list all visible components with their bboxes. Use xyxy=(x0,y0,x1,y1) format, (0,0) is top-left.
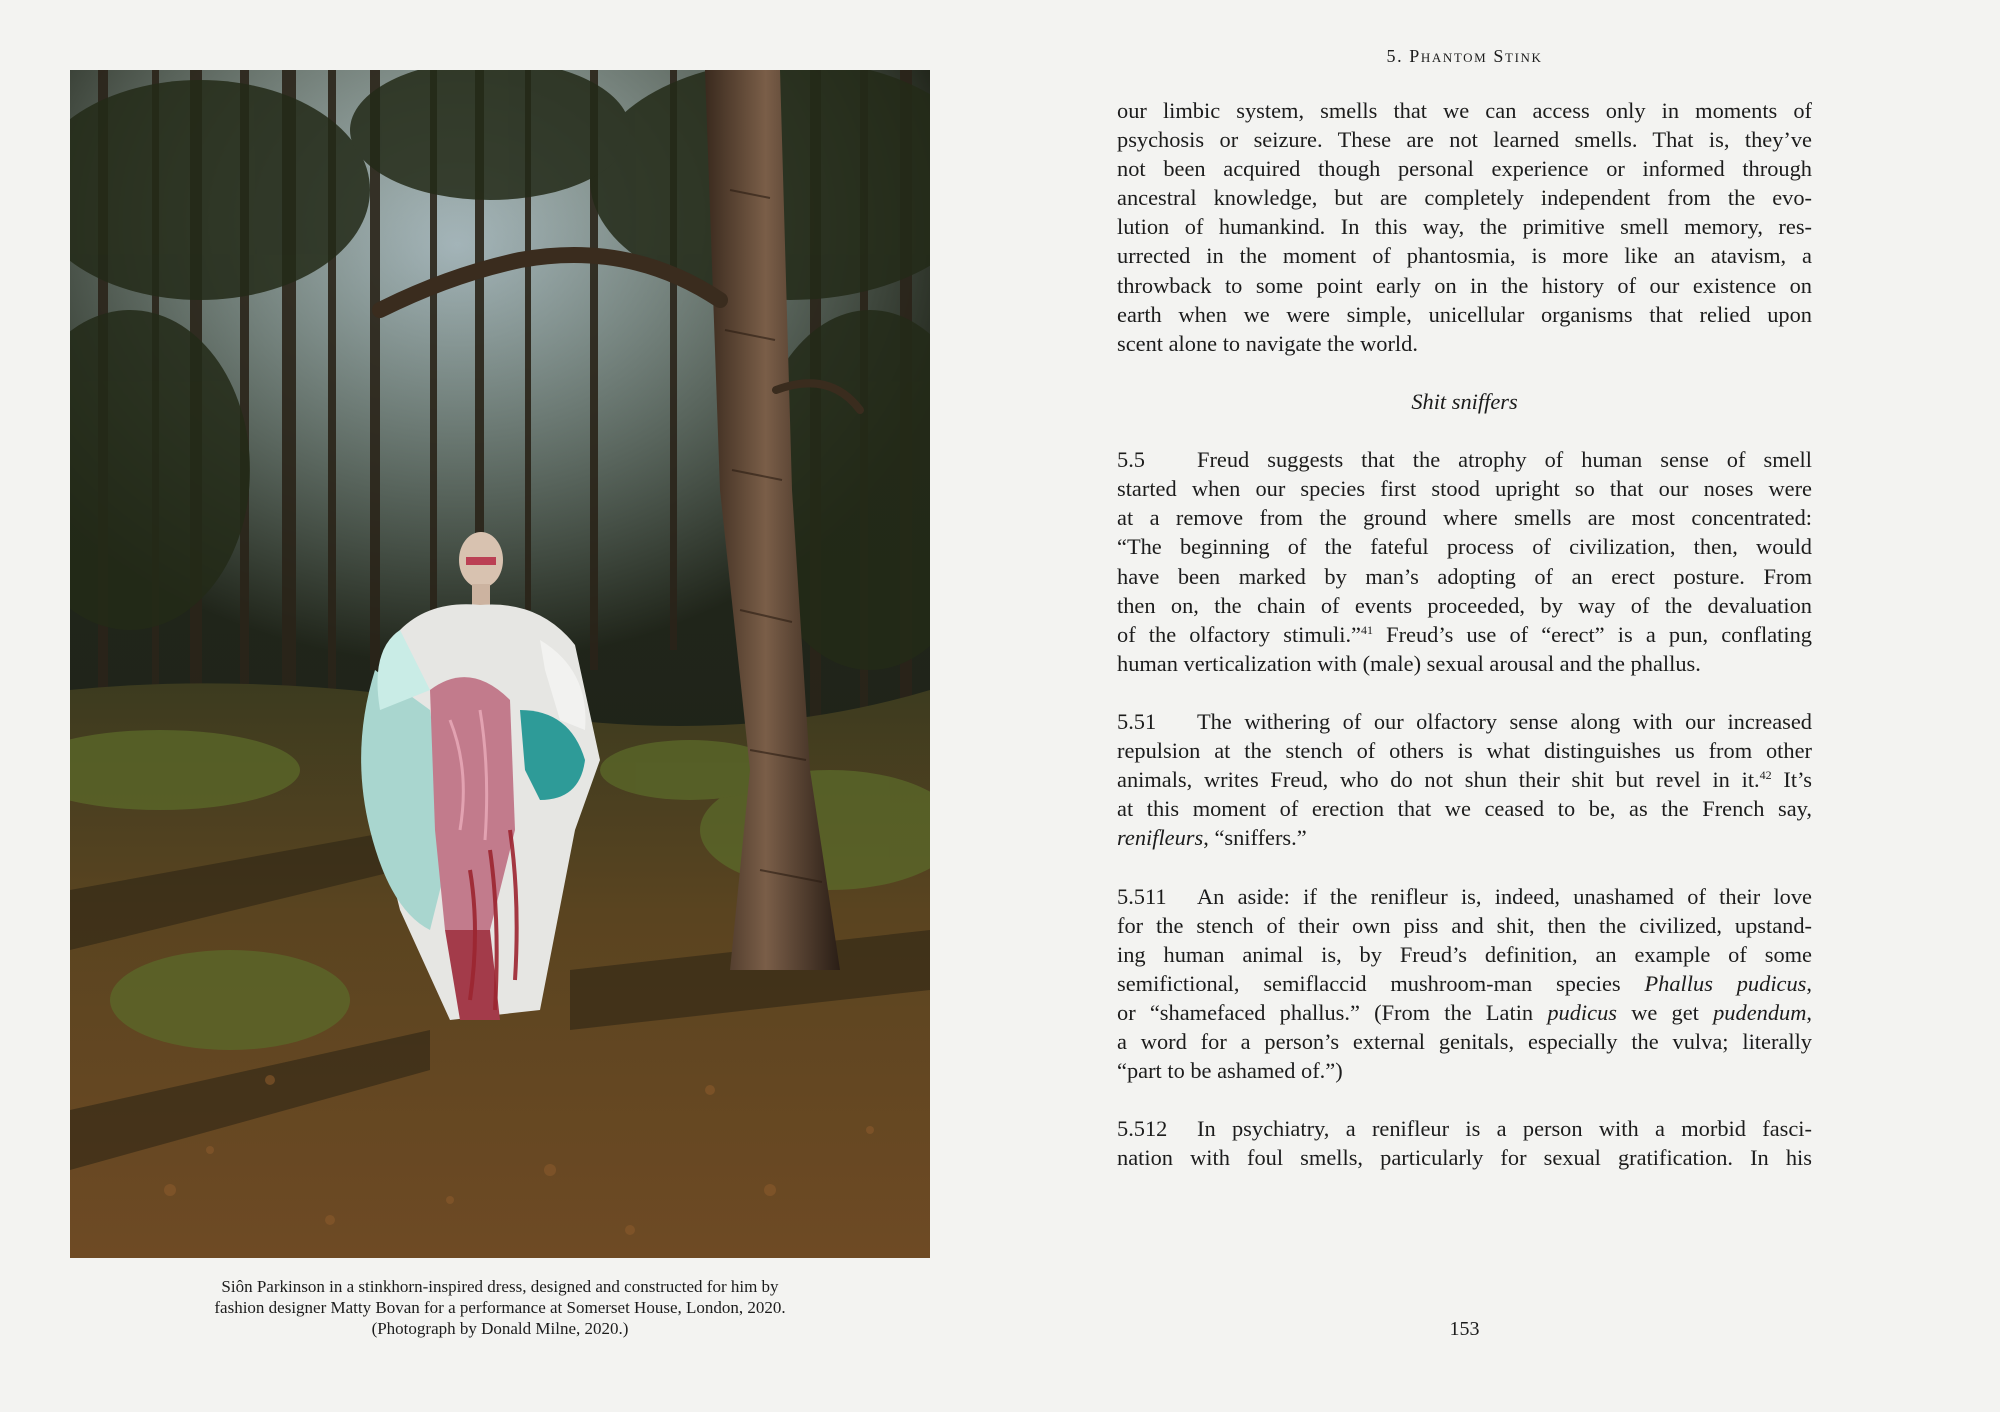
section-number: 5.51 xyxy=(1117,708,1157,734)
text-line: 5.5 Freud suggests that the atrophy of human sense of smell xyxy=(1117,445,1812,474)
intro-paragraph xyxy=(1117,96,1812,358)
body-text xyxy=(1117,96,1812,1172)
text-line: human verticalization with (male) sexual arousal and the phallus. xyxy=(1117,650,1701,676)
text-line: of the olfactory stimuli.”$^{41}$ Freud’s use of “erect” is a pun, conflating xyxy=(1117,621,1813,647)
footnote-ref-41[interactable]: 41 xyxy=(1361,622,1373,637)
text-line: at this moment of erection that we ceased to be, as the French say, xyxy=(1117,796,1812,822)
text-line: at a remove from the ground where smells are most concentrated: xyxy=(1117,505,1812,531)
text-line: repulsion at the stench of others is what distinguishes us from other xyxy=(1117,738,1812,764)
text-line: have been marked by man’s adopting of an erect posture. From xyxy=(1117,563,1812,589)
text-line: lution of humankind. In this way, the primitive smell memory, res- xyxy=(1117,214,1812,240)
section-5-511 xyxy=(1117,882,1812,1086)
text-line: a word for a person’s external genitals, especially the vulva; literally xyxy=(1117,1029,1812,1054)
caption-line: fashion designer Matty Bovan for a performance at Somerset House, London, 2020. xyxy=(214,1298,786,1317)
text-line: throwback to some point early on in the history of our existence on xyxy=(1117,272,1812,298)
text-line: earth when we were simple, unicellular organisms that relied upon xyxy=(1117,301,1812,327)
text-line: our limbic system, smells that we can access only in moments of xyxy=(1117,98,1812,123)
text-line: or “shamefaced phallus.” (From the Latin pudicus we get pudendum, xyxy=(1117,999,1812,1025)
text-line: 5.51 The withering of our olfactory sense along with our increased xyxy=(1117,707,1812,736)
section-5-512 xyxy=(1117,1114,1812,1172)
text-line: not been acquired though personal experience or informed through xyxy=(1117,156,1812,182)
section-number: 5.511 xyxy=(1117,883,1167,909)
text-line: renifleurs, “sniffers.” xyxy=(1117,825,1307,851)
text-line: for the stench of their own piss and shit, then the civilized, upstand- xyxy=(1117,912,1812,938)
section-subheading: Shit sniffers xyxy=(1411,388,1518,414)
footnote-ref-42[interactable]: 42 xyxy=(1759,768,1772,783)
section-number: 5.5 xyxy=(1117,447,1145,473)
caption-line: (Photograph by Donald Milne, 2020.) xyxy=(371,1319,629,1338)
text-line: urrected in the moment of phantosmia, is more like an atavism, a xyxy=(1117,243,1812,269)
text-line: animals, writes Freud, who do not shun their shit but revel in it.$^{42}$ It’s xyxy=(1117,767,1812,793)
text-line: ancestral knowledge, but are completely independent from the evo- xyxy=(1117,185,1812,211)
text-line: semifictional, semiflaccid mushroom-man species Phallus pudicus, xyxy=(1117,970,1813,996)
text-line: “The beginning of the fateful process of civilization, then, would xyxy=(1117,534,1812,560)
page-number: 153 xyxy=(1449,1318,1480,1340)
text-line: scent alone to navigate the world. xyxy=(1117,330,1418,356)
running-head: 5. Phantom Stink xyxy=(1386,46,1543,66)
photo-caption xyxy=(70,1276,930,1339)
section-number: 5.512 xyxy=(1117,1116,1168,1142)
text-line: 5.512 In psychiatry, a renifleur is a person with a morbid fasci- xyxy=(1117,1114,1812,1143)
text-line: psychosis or seizure. These are not learned smells. That is, they’ve xyxy=(1117,127,1812,153)
forest-photograph xyxy=(70,70,930,1258)
text-line: nation with foul smells, particularly for sexual gratification. In his xyxy=(1117,1145,1812,1171)
text-line: started when our species first stood upright so that our noses were xyxy=(1117,476,1812,502)
section-5-51 xyxy=(1117,707,1812,852)
section-5-5 xyxy=(1117,445,1812,678)
text-line: “part to be ashamed of.”) xyxy=(1117,1058,1343,1084)
text-line: ing human animal is, by Freud’s definition, an example of some xyxy=(1117,941,1812,967)
caption-line: Siôn Parkinson in a stinkhorn-inspired dress, designed and constructed for him by xyxy=(221,1277,779,1296)
text-line: 5.511 An aside: if the renifleur is, indeed, unashamed of their love xyxy=(1117,882,1812,911)
text-line: then on, the chain of events proceeded, by way of the devaluation xyxy=(1117,592,1812,618)
forest-illustration xyxy=(70,70,930,1258)
